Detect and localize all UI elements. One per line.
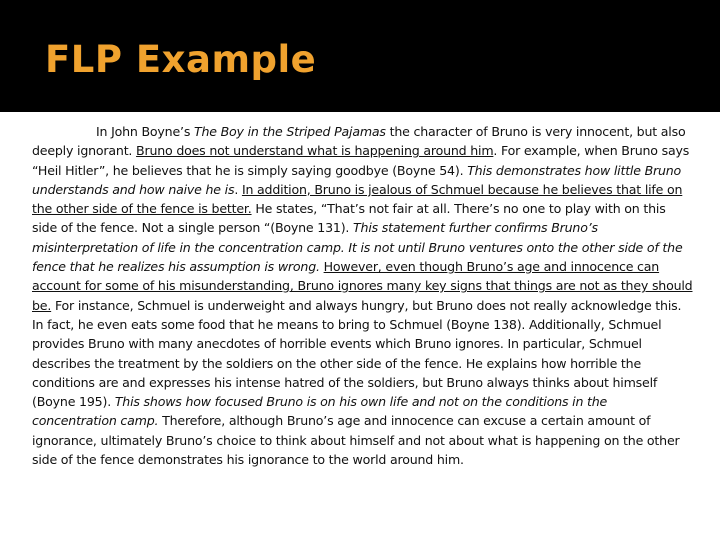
analysis-text: This statement further confirms Bruno’s misinterpretation of life in the concentration camp. It is not until Bruno ventures onto the other side of the fence that he realizes his assumption is wrong. bbox=[32, 220, 683, 275]
essay-text: the character of Bruno is very innocent, but also deeply ignorant. bbox=[32, 124, 686, 159]
conclusion-text: Therefore, although Bruno’s age and innocence can excuse a certain amount of ignorance, ultimately Bruno’s choice to think about himself and not about what is happening on the other side of the fence demonstrates his ignorance to the world around him. bbox=[32, 413, 680, 468]
essay-text: . For example, when Bruno says “Heil Hitler”, he believes that he is simply saying goodbye (Boyne 54). bbox=[32, 143, 690, 178]
title-band bbox=[0, 0, 720, 112]
analysis-text: This demonstrates how little Bruno understands and how naive he is bbox=[32, 162, 682, 197]
essay-paragraph bbox=[32, 122, 694, 469]
analysis-text: This shows how focused Bruno is on his own life and not on the conditions in the concentration camp. bbox=[32, 394, 608, 429]
book-title: The Boy in the Striped Pajamas bbox=[193, 124, 386, 139]
claim-text: In addition, Bruno is jealous of Schmuel because he believes that life on the other side of the fence is better. bbox=[32, 181, 683, 217]
slide-title: FLP Example bbox=[45, 38, 317, 81]
claim-text: Bruno does not understand what is happening around him bbox=[136, 143, 494, 159]
essay-text: In John Boyne’s bbox=[96, 124, 194, 139]
essay-text: He states, “That’s not fair at all. There’s no one to play with on this side of the fence. Not a single person “(Boyne 131). bbox=[32, 201, 666, 236]
essay-text: . bbox=[234, 181, 242, 197]
essay-text: For instance, Schmuel is underweight and always hungry, but Bruno does not really acknowledge this. In fact, he even eats some food that he means to bring to Schmuel (Boyne 138). Additionally, Schmuel provides Bruno with many anecdotes of horrible events which Bruno ignores. In particular, Schmuel describes the treatment by the soldiers on the other side of the fence. He explains how horrible the conditions are and expresses his intense hatred of the soldiers, but Bruno always thinks about himself (Boyne 195). bbox=[32, 297, 682, 410]
claim-text: However, even though Bruno’s age and innocence can account for some of his misunderstanding, Bruno ignores many key signs that things are not as they should be. bbox=[32, 259, 693, 313]
